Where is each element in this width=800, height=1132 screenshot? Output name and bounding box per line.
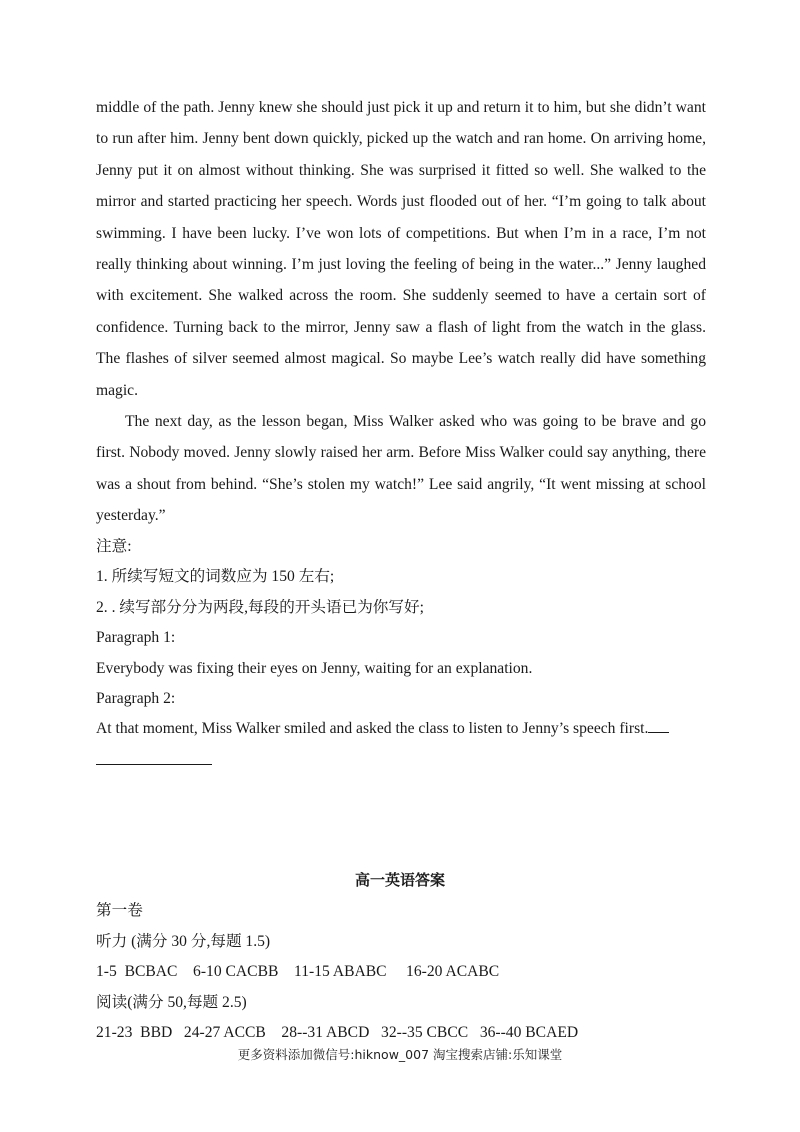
reading-heading: 阅读(满分 50,每题 2.5)	[96, 993, 247, 1011]
answer-blank-line	[96, 764, 212, 765]
writing-instructions	[96, 532, 716, 745]
notes-item-2: 2. . 续写部分分为两段,每段的开头语已为你写好;	[96, 598, 424, 616]
paragraph-1-label: Paragraph 1:	[96, 629, 176, 647]
answer-blank-inline	[648, 718, 669, 733]
answer-key	[96, 896, 716, 1049]
listening-heading: 听力 (满分 30 分,每题 1.5)	[96, 932, 271, 950]
reading-answers: 21-23 BBD 24-27 ACCB 28--31 ABCD 32--35 CBCC 36--40 BCAED	[96, 1024, 579, 1042]
volume-heading: 第一卷	[96, 902, 143, 919]
story-paragraph-1: middle of the path. Jenny knew she should just pick it up and return it to him, but she didn’t want to run after him. Jenny bent down quickly, picked up the watch and ran home. On arriving home, Jenny put it on almost without thinking. She was surprised it fitted so well. She walked to the mirror and started practicing her speech. Words just flooded out of her. “I’m going to talk about swimming. I have been lucky. I’ve won lots of competitions. But when I’m in a race, I’m not really thinking about winning. I’m just loving the feeling of being in the water...” Jenny laughed with excitement. She walked across the room. She suddenly seemed to have a certain sort of confidence. Turning back to the mirror, Jenny saw a flash of light from the watch in the glass. The flashes of silver seemed almost magical. So maybe Lee’s watch really did have something magic.	[96, 99, 706, 399]
paragraph-1-opening: Everybody was fixing their eyes on Jenny, waiting for an explanation.	[96, 659, 533, 677]
story-paragraph-2: The next day, as the lesson began, Miss Walker asked who was going to be brave and go first. Nobody moved. Jenny slowly raised her arm. Before Miss Walker could say anything, there was a shout from behind. “She’s stolen my watch!” Lee said angrily, “It went missing at school yesterday.”	[96, 413, 706, 525]
paragraph-2-opening-line	[96, 714, 716, 744]
notes-heading: 注意:	[96, 538, 132, 555]
notes-item-1: 1. 所续写短文的词数应为 150 左右;	[96, 568, 335, 586]
paragraph-2-opening: At that moment, Miss Walker smiled and asked the class to listen to Jenny’s speech first.	[96, 720, 649, 738]
page-footer: 更多资料添加微信号:hiknow_007 淘宝搜索店铺:乐知课堂	[237, 1047, 563, 1062]
story-text	[96, 92, 706, 532]
answer-key-title: 高一英语答案	[354, 871, 445, 889]
listening-answers: 1-5 BCBAC 6-10 CACBB 11-15 ABABC 16-20 ACABC	[96, 963, 500, 981]
paragraph-2-label: Paragraph 2:	[96, 690, 176, 708]
